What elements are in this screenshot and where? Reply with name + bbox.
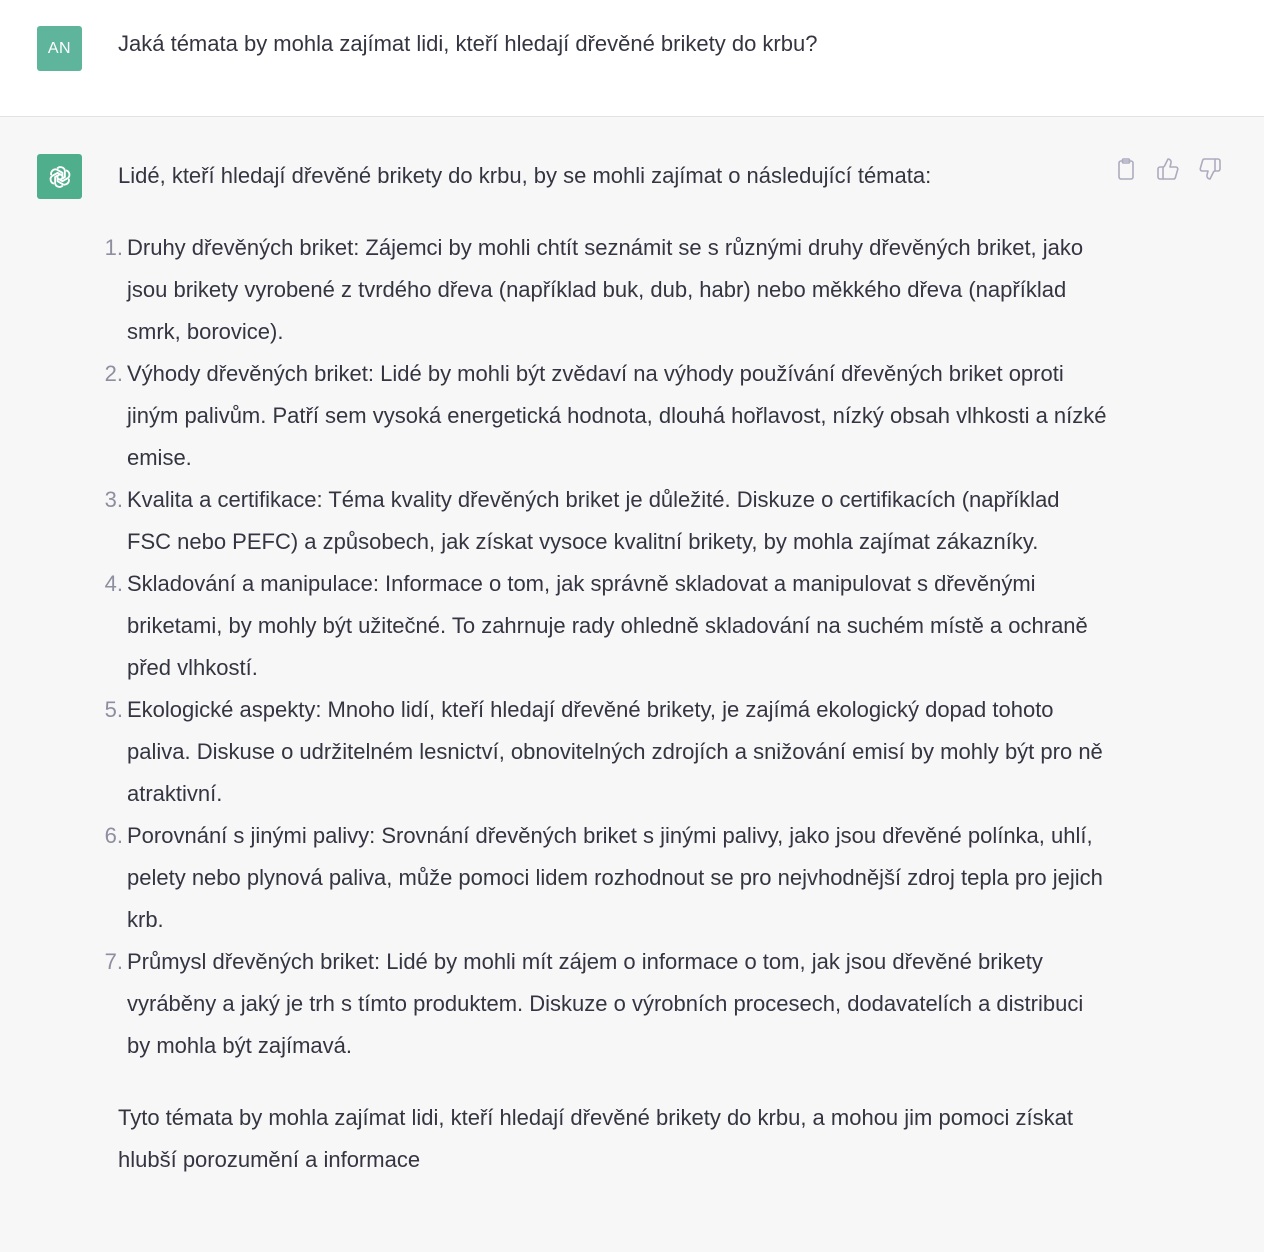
list-item-number: 1. — [104, 235, 123, 260]
list-item-text: Kvalita a certifikace: Téma kvality dřevěných briket je důležité. Diskuze o certifikacích (například FSC nebo PEFC) a způsobech, jak získat vysoce kvalitní brikety, by mohla zajímat zákazníky. — [127, 487, 1060, 554]
list-item — [104, 227, 1108, 353]
user-message — [0, 0, 1264, 117]
list-item — [104, 941, 1108, 1067]
list-item-text: Průmysl dřevěných briket: Lidé by mohli mít zájem o informace o tom, jak jsou dřevěné brikety vyráběny a jaký je trh s tímto produktem. Diskuze o výrobních procesech, dodavatelích a distribuci by mohla být zajímavá. — [127, 949, 1084, 1058]
list-item-number: 5. — [104, 697, 123, 722]
assistant-message-content — [104, 155, 1108, 1181]
list-item-text: Druhy dřevěných briket: Zájemci by mohli chtít seznámit se s různými druhy dřevěných briket, jako jsou brikety vyrobené z tvrdého dřeva (například buk, dub, habr) nebo měkkého dřeva (například smrk, borovice). — [127, 235, 1084, 344]
list-item-text: Porovnání s jinými palivy: Srovnání dřevěných briket s jinými palivy, jako jsou dřevěné polínka, uhlí, pelety nebo plynová paliva, může pomoci lidem rozhodnout se pro nejvhodnější zdroj tepla pro jejich krb. — [127, 823, 1103, 932]
assistant-intro: Lidé, kteří hledají dřevěné brikety do krbu, by se mohli zajímat o následující témata: — [118, 163, 932, 188]
list-item-number: 6. — [104, 823, 123, 848]
list-item-text: Výhody dřevěných briket: Lidé by mohli být zvědaví na výhody používání dřevěných briket oproti jiným palivům. Patří sem vysoká energetická hodnota, dlouhá hořlavost, nízký obsah vlhkosti a nízké emise. — [127, 361, 1107, 470]
assistant-message — [0, 117, 1264, 1252]
list-item — [104, 815, 1108, 941]
list-item-number: 3. — [104, 487, 123, 512]
message-actions — [1114, 157, 1222, 181]
user-avatar-initials: AN — [47, 39, 72, 57]
thumbs-up-icon[interactable] — [1156, 157, 1180, 181]
list-item-number: 2. — [104, 361, 123, 386]
list-item — [104, 689, 1108, 815]
topics-list — [104, 227, 1108, 1067]
openai-logo-icon — [37, 154, 82, 199]
list-item — [104, 479, 1108, 563]
thumbs-down-icon[interactable] — [1198, 157, 1222, 181]
list-item-text: Ekologické aspekty: Mnoho lidí, kteří hledají dřevěné brikety, je zajímá ekologický dopad tohoto paliva. Diskuse o udržitelném lesnictví, obnovitelných zdrojích a snižování emisí by mohly být pro ně atraktivní. — [127, 697, 1103, 806]
list-item — [104, 563, 1108, 689]
user-message-text: Jaká témata by mohla zajímat lidi, kteří hledají dřevěné brikety do krbu? — [118, 31, 818, 56]
clipboard-icon[interactable] — [1114, 157, 1138, 181]
list-item — [104, 353, 1108, 479]
list-item-number: 4. — [104, 571, 123, 596]
list-item-text: Skladování a manipulace: Informace o tom, jak správně skladovat a manipulovat s dřevěnými briketami, by mohly být užitečné. To zahrnuje rady ohledně skladování na suchém místě a ochraně před vlhkostí. — [127, 571, 1088, 680]
list-item-number: 7. — [104, 949, 123, 974]
assistant-outro: Tyto témata by mohla zajímat lidi, kteří hledají dřevěné brikety do krbu, a mohou jim pomoci získat hlubší porozumění a informace — [118, 1105, 1073, 1172]
user-avatar — [37, 26, 82, 71]
